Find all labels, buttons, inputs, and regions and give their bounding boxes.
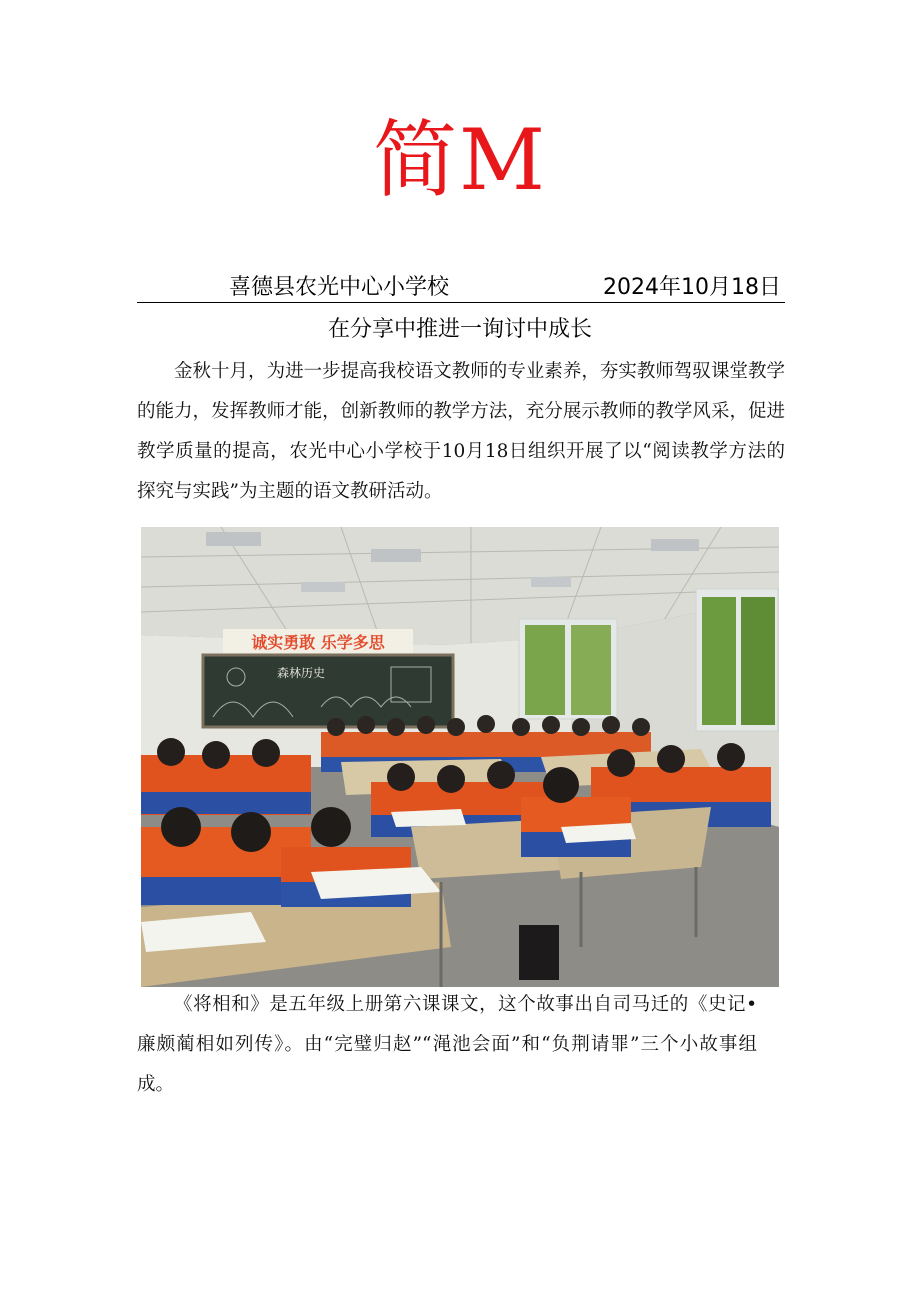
lesson-paragraph: 《将相和》是五年级上册第六课课文，这个故事出自司马迁的《史记•廉颇蔺相如列传》。由“完璧归赵”“渑池会面”和“负荆请罪”三个小故事组成。 [137, 994, 757, 1095]
classroom-photo [141, 527, 779, 987]
classroom-photo-illustration [141, 527, 779, 987]
publish-date: 2024年10月18日 [603, 275, 781, 300]
banner-text: 诚实勇敢 乐学多思 [251, 633, 385, 652]
dateline [137, 266, 785, 303]
intro-paragraph: 金秋十月，为进一步提高我校语文教师的专业素养，夯实教师驾驭课堂教学的能力，发挥教师才能，创新教师的教学方法，充分展示教师的教学风采，促进教学质量的提高，农光中心小学校于10月18日组织开展了以“阅读教学方法的探究与实践”为主题的语文教研活动。 [137, 361, 785, 502]
article-headline: 在分享中推进一询讨中成长 [327, 317, 592, 342]
masthead-title: 简M [372, 111, 547, 209]
blackboard-text: 森林历史 [276, 666, 326, 680]
school-name: 喜德县农光中心小学校 [229, 275, 450, 300]
